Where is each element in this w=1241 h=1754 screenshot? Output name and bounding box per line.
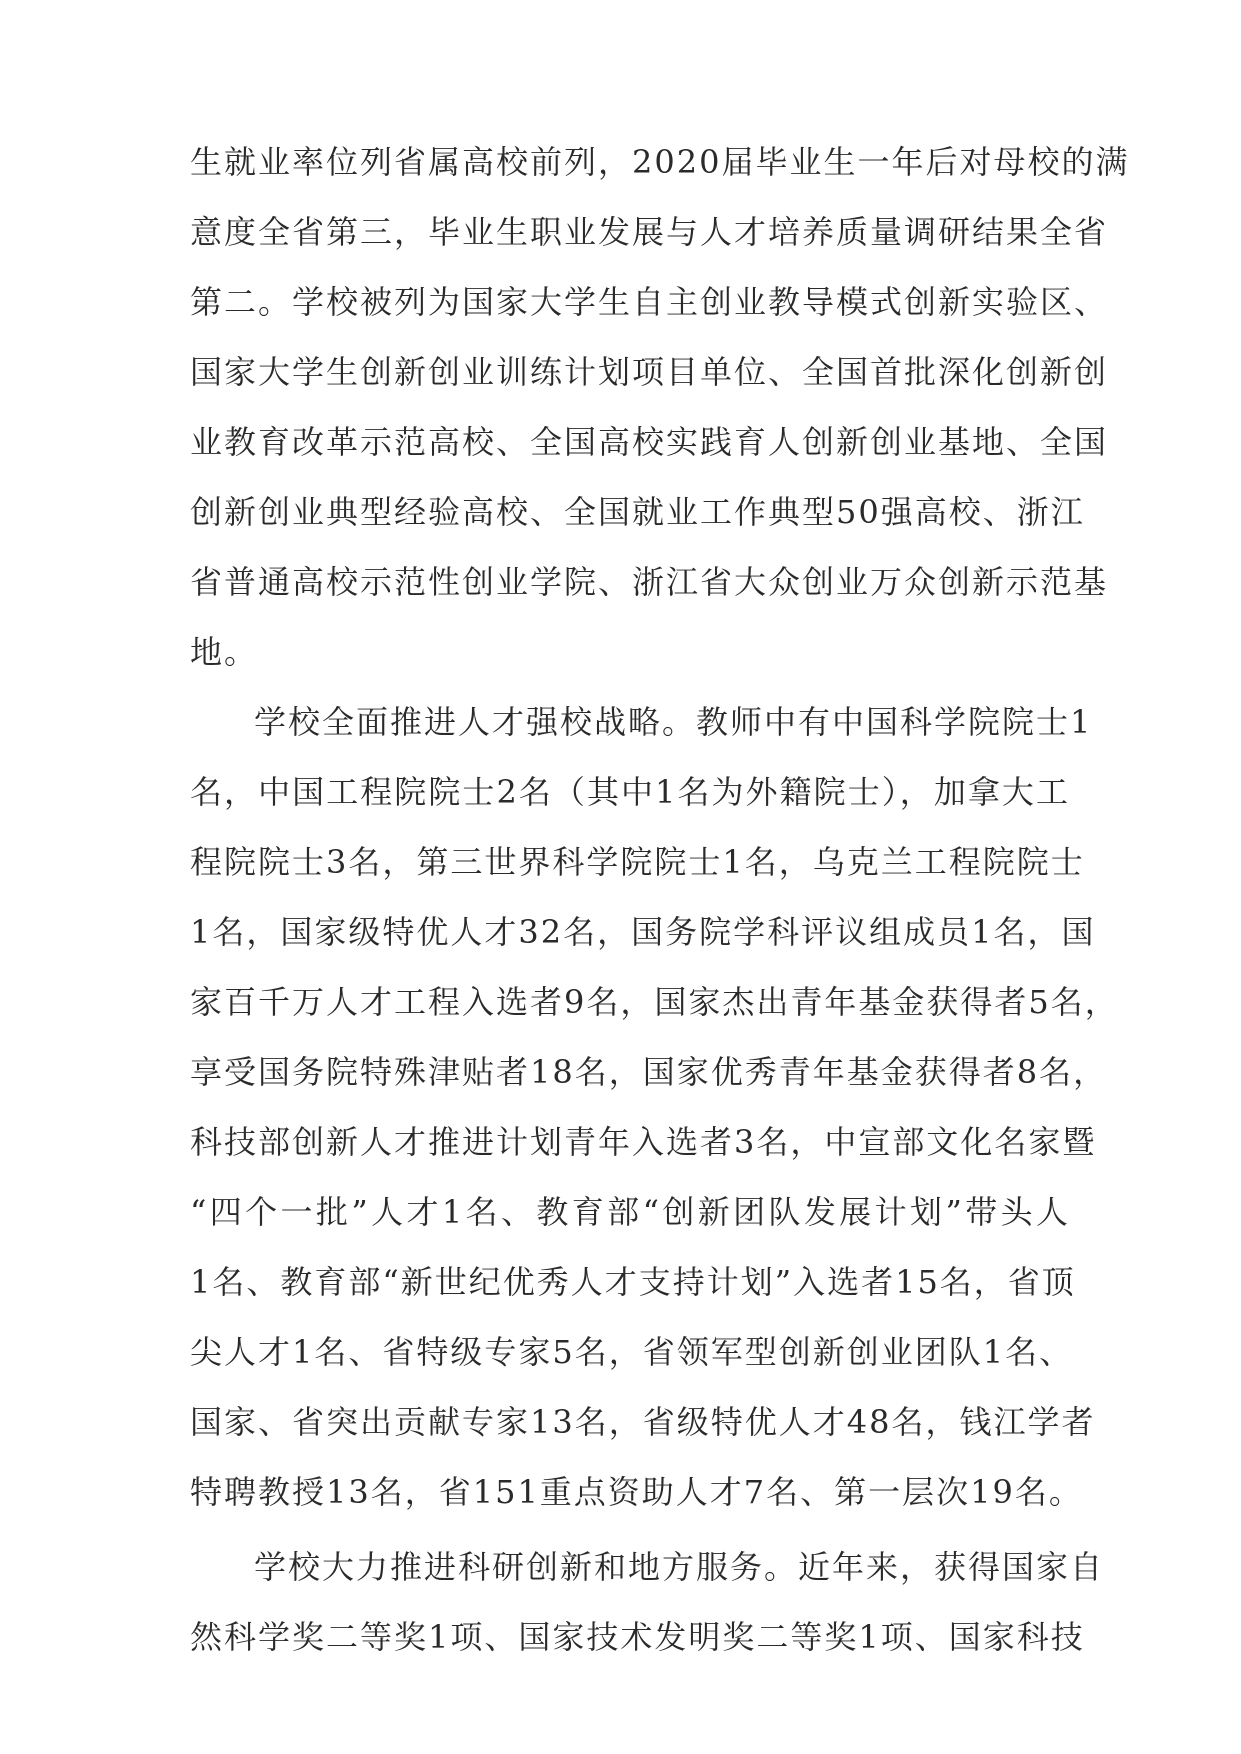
text-line: 科技部创新人才推进计划青年入选者3名，中宣部文化名家暨 bbox=[190, 1123, 1097, 1161]
text-line: 地。 bbox=[190, 633, 259, 671]
text-line: 第二。学校被列为国家大学生自主创业教导模式创新实验区、 bbox=[190, 283, 1109, 321]
text-line: 尖人才1名、省特级专家5名，省领军型创新创业团队1名、 bbox=[190, 1333, 1074, 1371]
text-line: 学校大力推进科研创新和地方服务。近年来，获得国家自 bbox=[254, 1548, 1105, 1586]
text-line: 学校全面推进人才强校战略。教师中有中国科学院院士1 bbox=[254, 703, 1093, 741]
text-line: 名，中国工程院院士2名（其中1名为外籍院士），加拿大工 bbox=[190, 773, 1070, 811]
text-line: 省普通高校示范性创业学院、浙江省大众创业万众创新示范基 bbox=[190, 563, 1109, 601]
text-line: “四个一批”人才1名、教育部“创新团队发展计划”带头人 bbox=[190, 1193, 1070, 1231]
text-line: 创新创业典型经验高校、全国就业工作典型50强高校、浙江 bbox=[190, 493, 1085, 531]
text-line: 1名，国家级特优人才32名，国务院学科评议组成员1名，国 bbox=[190, 913, 1096, 951]
text-line: 国家、省突出贡献专家13名，省级特优人才48名，钱江学者 bbox=[190, 1403, 1096, 1441]
text-line: 1名、教育部“新世纪优秀人才支持计划”入选者15名，省顶 bbox=[190, 1263, 1076, 1301]
text-line: 国家大学生创新创业训练计划项目单位、全国首批深化创新创 bbox=[190, 353, 1109, 391]
text-line: 生就业率位列省属高校前列，2020届毕业生一年后对母校的满 bbox=[190, 143, 1130, 181]
text-line: 特聘教授13名，省151重点资助人才7名、第一层次19名。 bbox=[190, 1473, 1083, 1511]
text-line: 业教育改革示范高校、全国高校实践育人创新创业基地、全国 bbox=[190, 423, 1109, 461]
text-line: 家百千万人才工程入选者9名，国家杰出青年基金获得者5名， bbox=[190, 983, 1119, 1021]
text-line: 然科学奖二等奖1项、国家技术发明奖二等奖1项、国家科技 bbox=[190, 1618, 1085, 1656]
text-line: 程院院士3名，第三世界科学院院士1名，乌克兰工程院院士 bbox=[190, 843, 1085, 881]
text-line: 享受国务院特殊津贴者18名，国家优秀青年基金获得者8名， bbox=[190, 1053, 1108, 1091]
text-line: 意度全省第三，毕业生职业发展与人才培养质量调研结果全省 bbox=[190, 213, 1109, 251]
